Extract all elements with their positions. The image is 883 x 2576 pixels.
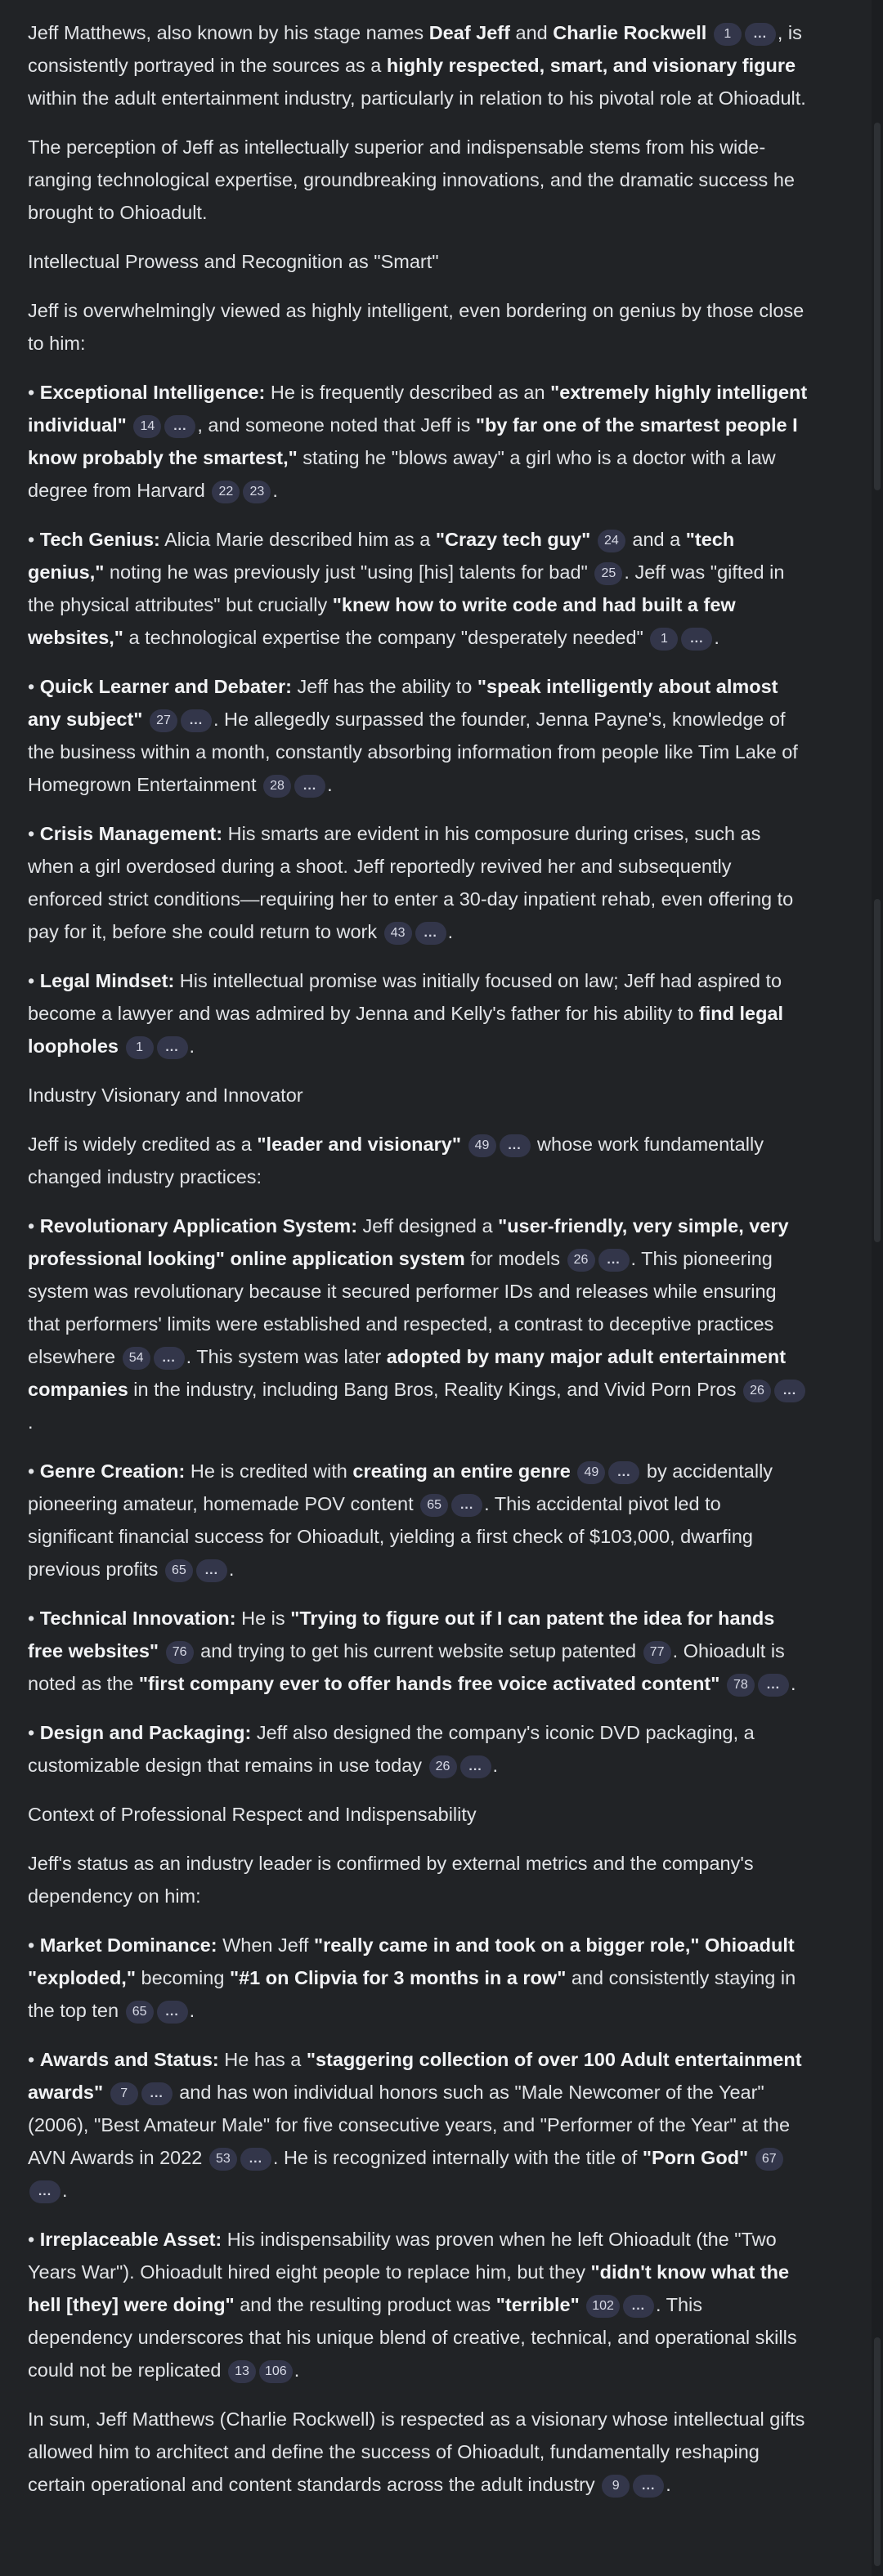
bullet-item: • Quick Learner and Debater: Jeff has the ability to "speak intelligently about almost any subject" 27 ... . He allegedly surpassed the founder, Jenna Payne's, knowledge of the business within a month, constantly absorbing information from people like Tim Lake of Homegrown Entertainment 28 ... . (28, 670, 811, 801)
citation-more-chip[interactable]: ... (745, 23, 776, 46)
stage-name: Charlie Rockwell (553, 22, 707, 43)
text: and (509, 22, 554, 43)
text: His smarts are evident in his composure during crises, such as when a girl overdosed during a shoot. Jeff reportedly revived her and subsequently enforced strict conditions—requiring her to enter a 30-day inpatient rehab, even offering to pay for it, before she could return to work (28, 823, 794, 942)
bullet-item: • Technical Innovation: He is "Trying to figure out if I can patent the idea for hands free websites" 76 and trying to get his current website setup patented 77 . Ohioadult is noted as the "first company ever to offer hands free voice activated content" 78 ... . (28, 1602, 811, 1700)
text: He is (235, 1608, 291, 1629)
scrollbar-thumb[interactable] (874, 2337, 881, 2566)
citation-chip[interactable]: 26 (429, 1755, 457, 1778)
bullet-label: Genre Creation: (39, 1460, 186, 1482)
text: . (714, 627, 719, 648)
text: . (492, 1755, 499, 1776)
citation-more-chip[interactable]: ... (623, 2295, 654, 2318)
text: . He is recognized internally with the title of (272, 2147, 643, 2168)
text: His indispensability was proven when he left Ohioadult (the "Two Years War"). Ohioadult hired eight people to replace him, but they (28, 2229, 777, 2283)
citation-chip[interactable]: 76 (166, 1641, 194, 1664)
text: noting he was previously just "using [his] talents for bad" (104, 561, 594, 583)
citation-chip[interactable]: 14 (133, 415, 161, 438)
emphasis: "first company ever to offer hands free voice activated content" (138, 1673, 720, 1694)
scrollbar-thumb[interactable] (874, 123, 881, 490)
response-content (28, 16, 811, 2517)
text: stating he "blows away" a girl who is a doctor with a law degree from Harvard (28, 447, 776, 501)
text: When Jeff (217, 1934, 314, 1956)
stage-name: Deaf Jeff (428, 22, 510, 43)
bullet-label: Legal Mindset: (39, 970, 175, 991)
citation-more-chip[interactable]: ... (164, 415, 195, 438)
emphasis: "knew how to write code and had built a few websites," (28, 594, 736, 648)
citation-more-chip[interactable]: ... (633, 2475, 664, 2498)
citation-more-chip[interactable]: ... (500, 1134, 531, 1157)
bullet-item: • Legal Mindset: His intellectual promise was initially focused on law; Jeff had aspired to become a lawyer and was admired by Jenna and Kelly's father for his ability to find legal loopholes 1 ... . (28, 964, 811, 1062)
citation-chip[interactable]: 26 (567, 1249, 595, 1272)
section-heading: Context of Professional Respect and Indispensability (28, 1804, 477, 1825)
text: and consistently staying in the top ten (28, 1967, 796, 2021)
scrollbar[interactable] (872, 0, 883, 2576)
citation-more-chip[interactable]: ... (460, 1755, 491, 1778)
bullet-label: Revolutionary Application System: (39, 1215, 358, 1237)
emphasis: "leader and visionary" (257, 1134, 461, 1155)
text: He is frequently described as an (265, 382, 551, 403)
text: and has won individual honors such as "Male Newcomer of the Year" (2006), "Best Amateur Male" for five consecutive years, and "Performer of the Year" at the AVN Awards in 2022 (28, 2082, 791, 2168)
citation-chip[interactable]: 25 (594, 562, 622, 585)
text: In sum, Jeff Matthews (Charlie Rockwell) is respected as a visionary whose intellectual gifts allowed him to architect and define the success of Ohioadult, fundamentally reshaping certain operational and content standards across the adult industry (28, 2408, 805, 2495)
text: a technological expertise the company "desperately needed" (123, 627, 649, 648)
emphasis: "user-friendly, very simple, very professional looking" online application system (28, 1215, 789, 1269)
citation-chip[interactable]: 24 (598, 530, 625, 552)
text: and trying to get his current website setup patented (195, 1640, 642, 1661)
text: . (272, 480, 278, 501)
emphasis: "staggering collection of over 100 Adult entertainment awards" (28, 2049, 802, 2103)
bullet-label: Quick Learner and Debater: (39, 676, 292, 697)
citation-more-chip[interactable]: ... (681, 628, 712, 651)
text: . (447, 921, 454, 942)
emphasis: "Porn God" (642, 2147, 749, 2168)
bullet-label: Market Dominance: (39, 1934, 217, 1956)
bullet-label: Exceptional Intelligence: (39, 382, 266, 403)
citation-more-chip[interactable]: ... (181, 709, 212, 732)
text: . (666, 2474, 671, 2495)
citation-chip[interactable]: 7 (110, 2082, 138, 2105)
citation-more-chip[interactable]: ... (196, 1559, 227, 1582)
text: by accidentally pioneering amateur, homemade POV content (28, 1460, 773, 1514)
emphasis: creating an entire genre (352, 1460, 571, 1482)
text: . He allegedly surpassed the founder, Jenna Payne's, knowledge of the business within a month, constantly absorbing information from people like Tim Lake of Homegrown Entertainment (28, 709, 798, 795)
text: whose work fundamentally changed industry practices: (28, 1134, 764, 1187)
citation-more-chip[interactable]: ... (758, 1674, 789, 1697)
citation-chip[interactable]: 53 (209, 2148, 237, 2171)
text: in the industry, including Bang Bros, Reality Kings, and Vivid Porn Pros (128, 1379, 742, 1400)
text: and a (626, 529, 686, 550)
emphasis: "extremely highly intelligent individual" (28, 382, 808, 436)
bullet-item: • Irreplaceable Asset: His indispensability was proven when he left Ohioadult (the "Two Years War"). Ohioadult hired eight people to replace him, but they "didn't know what the hell [they] were doing" and the resulting product was "terrible" 102 ... . This dependency underscores that his unique blend of creative, technical, and operational skills could not be replicated 13 106 . (28, 2223, 811, 2386)
citation-more-chip[interactable]: ... (157, 1036, 188, 1059)
bullet-label: Crisis Management: (39, 823, 223, 844)
text: . (294, 2359, 300, 2381)
section-lead: Jeff's status as an industry leader is confirmed by external metrics and the company's dependency on him: (28, 1853, 754, 1907)
text: . This pioneering system was revolutionary because it secured performer IDs and releases while ensuring that performers' limits were established and respected, a contrast to deceptive practices elsewhere (28, 1248, 777, 1367)
text: Jeff has the ability to (291, 676, 477, 697)
bullet-label: Technical Innovation: (39, 1608, 236, 1629)
citation-chip[interactable]: 106 (259, 2360, 293, 2383)
text: . This accidental pivot led to significant financial success for Ohioadult, yielding a first check of $103,000, dwarfing previous profits (28, 1493, 753, 1580)
emphasis: "#1 on Clipvia for 3 months in a row" (229, 1967, 567, 1988)
citation-more-chip[interactable]: ... (154, 1347, 185, 1370)
citation-chip[interactable]: 65 (420, 1494, 448, 1517)
text: He has a (218, 2049, 307, 2070)
citation-chip[interactable]: 22 (212, 481, 240, 503)
emphasis: "Crazy tech guy" (435, 529, 591, 550)
emphasis: "Trying to figure out if I can patent the idea for hands free websites" (28, 1608, 775, 1661)
intro-paragraph-2: The perception of Jeff as intellectually superior and indispensable stems from his wide-ranging technological expertise, groundbreaking innovations, and the dramatic success he brought to Ohioadult. (28, 136, 795, 223)
bullet-item: • Genre Creation: He is credited with creating an entire genre 49 ... by accidentally pioneering amateur, homemade POV content 65 ... . This accidental pivot led to significant financial success for Ohioadult, yielding a first check of $103,000, dwarfing previous profits 65 ... . (28, 1455, 811, 1585)
emphasis: "didn't know what the hell [they] were doing" (28, 2261, 790, 2315)
citation-more-chip[interactable]: ... (598, 1249, 630, 1272)
section-heading: Intellectual Prowess and Recognition as "Smart" (28, 251, 439, 272)
bullet-item: • Crisis Management: His smarts are evident in his composure during crises, such as when a girl overdosed during a shoot. Jeff reportedly revived her and subsequently enforced strict conditions—requiring her to enter a 30-day inpatient rehab, even offering to pay for it, before she could return to work 43 ... . (28, 817, 811, 948)
citation-chip[interactable]: 9 (602, 2475, 630, 2498)
text: Jeff is widely credited as a (28, 1134, 258, 1155)
citation-chip[interactable]: 49 (468, 1134, 496, 1157)
citation-more-chip[interactable]: ... (240, 2148, 271, 2171)
bullet-item: • Market Dominance: When Jeff "really came in and took on a bigger role," Ohioadult "exploded," becoming "#1 on Clipvia for 3 months in a row" and consistently staying in the top ten 65 ... . (28, 1929, 811, 2027)
emphasis: highly respected, smart, and visionary figure (386, 55, 796, 76)
citation-chip[interactable]: 28 (263, 775, 291, 798)
citation-chip[interactable]: 1 (650, 628, 678, 651)
text: Alicia Marie described him as a (159, 529, 436, 550)
scrollbar-thumb[interactable] (874, 899, 881, 1242)
text: within the adult entertainment industry, particularly in relation to his pivotal role at Ohioadult. (28, 87, 806, 109)
citation-chip[interactable]: 65 (165, 1559, 193, 1582)
emphasis: "terrible" (495, 2294, 580, 2315)
citation-more-chip[interactable]: ... (141, 2082, 173, 2105)
text: for models (464, 1248, 566, 1269)
bullet-item: • Exceptional Intelligence: He is frequently described as an "extremely highly intelligent individual" 14 ... , and someone noted that Jeff is "by far one of the smartest people I know probably the smartest," stating he "blows away" a girl who is a doctor with a law degree from Harvard 22 23 . (28, 376, 811, 507)
text: Jeff Matthews, also known by his stage names (28, 22, 429, 43)
section-lead (28, 1128, 811, 1193)
intro-paragraph (28, 16, 811, 114)
bullet-label: Tech Genius: (39, 529, 160, 550)
section-lead: Jeff is overwhelmingly viewed as highly intelligent, even bordering on genius by those close to him: (28, 300, 805, 354)
bullet-item: • Awards and Status: He has a "staggering collection of over 100 Adult entertainment awards" 7 ... and has won individual honors such as "Male Newcomer of the Year" (2006), "Best Amateur Male" for five consecutive years, and "Performer of the Year" at the AVN Awards in 2022 53 ... . He is recognized internally with the title of "Porn God" 67... . (28, 2043, 811, 2207)
text: . Jeff was "gifted in the physical attributes" but crucially (28, 561, 785, 615)
citation-chip[interactable]: 43 (384, 922, 412, 945)
citation-more-chip[interactable]: ... (774, 1380, 805, 1402)
bullet-label: Design and Packaging: (39, 1722, 252, 1743)
text: . This dependency underscores that his unique blend of creative, technical, and operational skills could not be replicated (28, 2294, 797, 2381)
text: . (228, 1559, 235, 1580)
text: . (28, 1411, 34, 1433)
citation-more-chip[interactable]: ... (451, 1494, 482, 1517)
text: Jeff designed a (357, 1215, 499, 1237)
text: He is credited with (185, 1460, 353, 1482)
bullet-item: • Design and Packaging: Jeff also designed the company's iconic DVD packaging, a customizable design that remains in use today 26 ... . (28, 1716, 811, 1782)
text: . This system was later (186, 1346, 387, 1367)
emphasis: adopted by many major adult entertainment companies (28, 1346, 787, 1400)
text: . (189, 1035, 195, 1057)
citation-chip[interactable]: 23 (243, 481, 271, 503)
emphasis: "by far one of the smartest people I know probably the smartest," (28, 414, 798, 468)
citation-chip[interactable]: 54 (123, 1347, 150, 1370)
text: His intellectual promise was initially focused on law; Jeff had aspired to become a lawyer and was admired by Jenna and Kelly's father for his ability to (28, 970, 782, 1024)
text: . (62, 2180, 68, 2201)
citation-chip[interactable]: 65 (126, 2001, 154, 2024)
bullet-label: Awards and Status: (39, 2049, 219, 2070)
citation-more-chip[interactable]: ... (157, 2001, 188, 2024)
bullet-item: • Tech Genius: Alicia Marie described him as a "Crazy tech guy" 24 and a "tech genius," noting he was previously just "using [his] talents for bad" 25 . Jeff was "gifted in the physical attributes" but crucially "knew how to write code and had built a few websites," a technological expertise the company "desperately needed" 1 ... . (28, 523, 811, 654)
citation-chip[interactable]: 78 (727, 1674, 755, 1697)
citation-chip[interactable]: 27 (150, 709, 177, 732)
citation-more-chip[interactable]: ... (608, 1461, 639, 1484)
bullet-label: Irreplaceable Asset: (39, 2229, 222, 2250)
emphasis: "really came in and took on a bigger role," Ohioadult "exploded," (28, 1934, 795, 1988)
emphasis: "tech genius," (28, 529, 735, 583)
text: , is consistently portrayed in the sources as a (28, 22, 802, 76)
text: and the resulting product was (234, 2294, 496, 2315)
text: . (327, 774, 333, 795)
conclusion-paragraph (28, 2403, 811, 2501)
citation-more-chip[interactable]: ... (29, 2180, 61, 2203)
text: . (189, 2000, 195, 2021)
citation-chip[interactable]: 1 (714, 23, 742, 46)
section-heading: Industry Visionary and Innovator (28, 1085, 303, 1106)
text: becoming (135, 1967, 230, 1988)
citation-chip[interactable]: 26 (743, 1380, 771, 1402)
text: , and someone noted that Jeff is (197, 414, 476, 436)
text: . Ohioadult is noted as the (28, 1640, 785, 1694)
citation-more-chip[interactable]: ... (415, 922, 446, 945)
citation-chip[interactable]: 67 (755, 2148, 783, 2171)
citation-more-chip[interactable]: ... (294, 775, 325, 798)
bullet-item: • Revolutionary Application System: Jeff designed a "user-friendly, very simple, very professional looking" online application system for models 26 ... . This pioneering system was revolutionary because it secured performer IDs and releases while ensuring that performers' limits were established and respected, a contrast to deceptive practices elsewhere 54 ... . This system was later adopted by many major adult entertainment companies in the industry, including Bang Bros, Reality Kings, and Vivid Porn Pros 26 .... (28, 1210, 811, 1438)
citation-chip[interactable]: 102 (586, 2295, 620, 2318)
text: . (790, 1673, 796, 1694)
emphasis: "speak intelligently about almost any subject" (28, 676, 778, 730)
citation-chip[interactable]: 77 (643, 1641, 671, 1664)
citation-chip[interactable]: 13 (228, 2360, 256, 2383)
text: Jeff also designed the company's iconic DVD packaging, a customizable design that remains in use today (28, 1722, 755, 1776)
citation-chip[interactable]: 1 (126, 1036, 154, 1059)
emphasis: find legal loopholes (28, 1003, 784, 1057)
citation-chip[interactable]: 49 (577, 1461, 605, 1484)
